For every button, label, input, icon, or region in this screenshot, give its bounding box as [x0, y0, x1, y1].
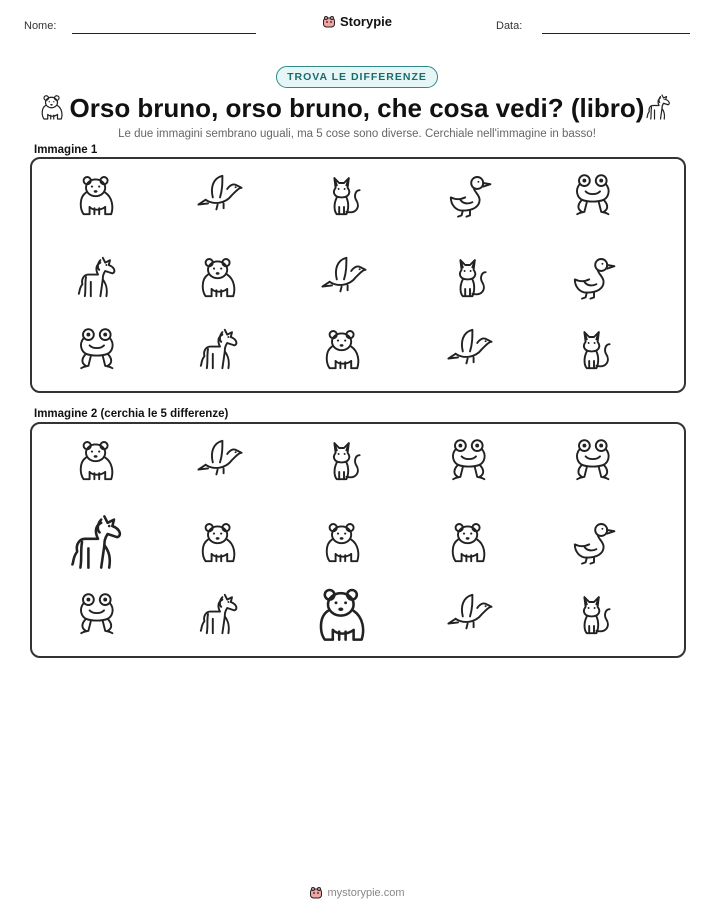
image1-duck-icon — [446, 171, 494, 219]
image1-bird-icon — [446, 325, 494, 373]
badge: TROVA LE DIFFERENZE — [276, 66, 438, 88]
image2-title: Immagine 2 (cerchia le 5 differenze) — [34, 408, 229, 420]
image2-bear-icon[interactable] — [320, 518, 368, 566]
image2-cat-icon[interactable] — [570, 590, 618, 638]
storypie-logo-icon — [322, 15, 336, 29]
image2-frog-icon[interactable] — [74, 590, 122, 638]
date-label: Data: — [496, 20, 523, 32]
image1-bear-icon — [196, 253, 244, 301]
image1-frog-icon — [74, 325, 122, 373]
image1-cat-icon — [570, 325, 618, 373]
storypie-logo-icon — [309, 886, 323, 900]
image2-frog-icon[interactable] — [446, 436, 494, 484]
subtitle: Le due immagini sembrano uguali, ma 5 cose sono diverse. Cerchiale nell'immagine in basso! — [118, 128, 596, 140]
image2-horse-icon[interactable] — [196, 590, 244, 638]
image1-bear-icon — [320, 325, 368, 373]
image1-horse-icon — [74, 253, 122, 301]
image1-bird-icon — [196, 171, 244, 219]
name-label: Nome: — [24, 20, 57, 32]
horse-icon — [644, 92, 674, 122]
image2-bear-icon[interactable] — [446, 518, 494, 566]
image2-duck-icon[interactable] — [570, 518, 618, 566]
image2-panel[interactable] — [30, 422, 686, 658]
image1-bird-icon — [320, 253, 368, 301]
image1-horse-icon — [196, 325, 244, 373]
image1-duck-icon — [570, 253, 618, 301]
footer — [0, 886, 714, 900]
brand — [0, 14, 714, 29]
image2-bird-icon[interactable] — [196, 436, 244, 484]
brand-name: Storypie — [339, 14, 392, 29]
footer-url: mystorypie.com — [327, 887, 405, 899]
image2-bear-icon[interactable] — [312, 582, 376, 646]
page-title: Orso bruno, orso bruno, che cosa vedi? (libro) — [69, 93, 645, 123]
image1-cat-icon — [446, 253, 494, 301]
image2-bear-icon[interactable] — [196, 518, 244, 566]
image1-title: Immagine 1 — [34, 144, 98, 156]
image2-bear-icon[interactable] — [74, 436, 122, 484]
image1-panel — [30, 157, 686, 393]
image2-frog-icon[interactable] — [570, 436, 618, 484]
name-line[interactable] — [72, 33, 256, 34]
image1-bear-icon — [74, 171, 122, 219]
image2-bird-icon[interactable] — [446, 590, 494, 638]
image2-horse-icon[interactable] — [66, 510, 130, 574]
image2-cat-icon[interactable] — [320, 436, 368, 484]
date-line[interactable] — [542, 33, 690, 34]
image1-cat-icon — [320, 171, 368, 219]
image1-frog-icon — [570, 171, 618, 219]
